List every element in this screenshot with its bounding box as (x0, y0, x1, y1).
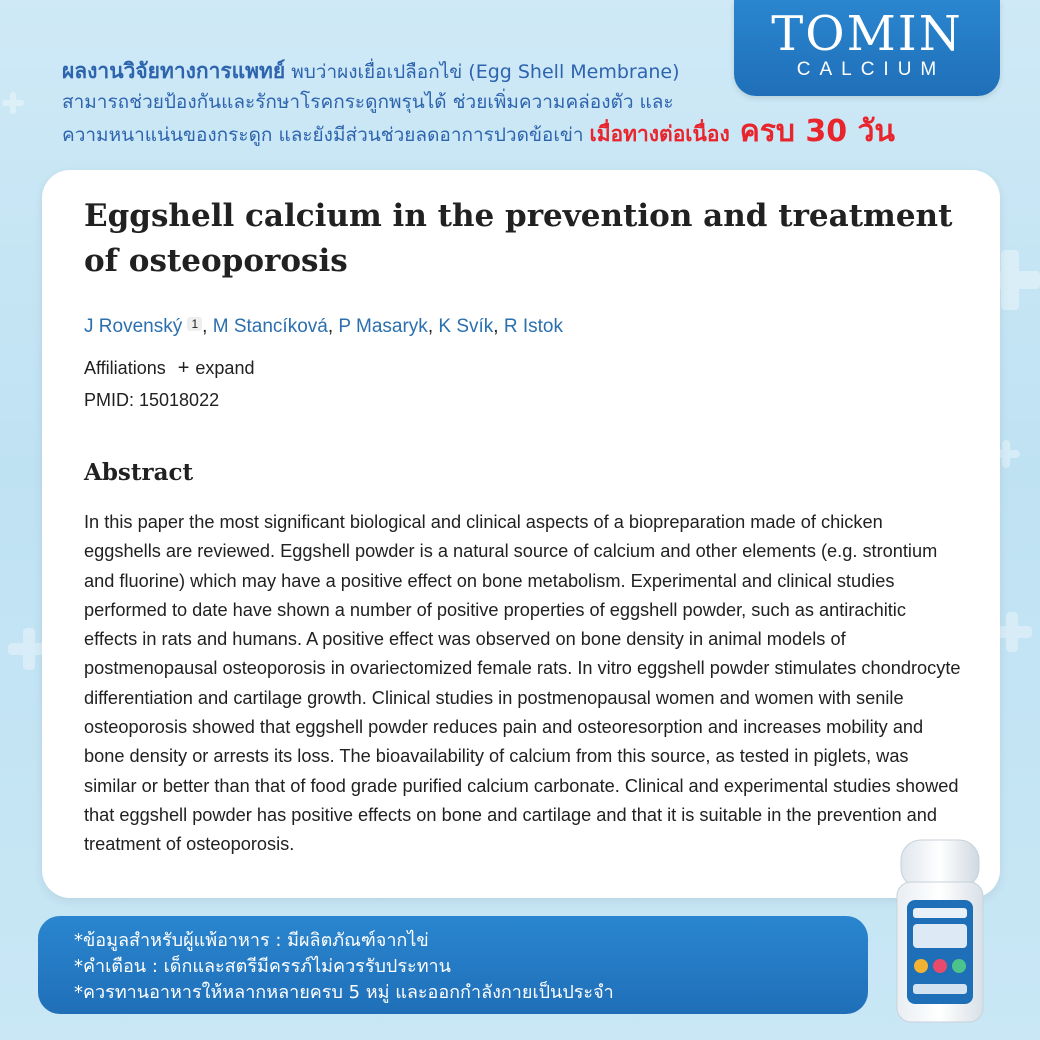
allergy-note: *ข้อมูลสำหรับผู้แพ้อาหาร : มีผลิตภัณฑ์จากไข่ (74, 930, 429, 951)
author-link[interactable]: R Istok (503, 316, 563, 337)
article-card (42, 170, 1000, 898)
medical-plus-icon (2, 92, 24, 114)
abstract-heading: Abstract (84, 459, 194, 486)
affiliations-row (84, 356, 956, 380)
author-link[interactable]: M Stancíková (212, 316, 328, 337)
abstract-text: In this paper the most significant biological and clinical aspects of a biopreparation made of chicken eggshells are reviewed. Eggshell powder is a natural source of calcium and other elements (e.g. strontium and fluorine) which may have a positive effect on bone metabolism. Experimental and clinical studies performed to date have shown a number of positive properties of eggshell powder, such as antirachitic effects in rats and humans. A positive effect was observed on bone density in animal models of postmenopausal osteoporosis in ovariectomized female rats. In vitro eggshell powder stimulates chondrocyte differentiation and cartilage growth. Clinical studies in postmenopausal women and women with senile osteoporosis showed that eggshell powder reduces pain and osteoresorption and increases mobility and bone density or arrests its loss. The bioavailability of calcium from this source, as tested in piglets, was similar or better than that of food grade purified calcium carbonate. Clinical and experimental studies showed that eggshell powder has positive effects on bone and cartilage and that it is suitable in the prevention and treatment of osteoporosis. (84, 512, 961, 855)
intro-line-3-text: ความหนาแน่นของกระดูก และยังมีส่วนช่วยลดอาการปวดข้อเข่า (62, 124, 590, 146)
brand-subtitle: CALCIUM (796, 59, 946, 80)
intro-line-1 (62, 56, 942, 87)
author-link[interactable]: J Rovenský (84, 316, 183, 337)
intro-highlight: เมื่อทางต่อเนื่อง (589, 122, 730, 146)
disclaimer-box (38, 916, 868, 1014)
nutrition-note: *ควรทานอาหารให้หลากหลายครบ 5 หมู่ และออกกำลังกายเป็นประจำ (74, 982, 614, 1003)
brand-name: TOMIN (771, 6, 963, 62)
pmid: PMID: 15018022 (84, 390, 220, 410)
intro-lead: ผลงานวิจัยทางการแพทย์ (62, 59, 286, 83)
intro-line-1-rest: พบว่าผงเยื่อเปลือกไข่ (Egg Shell Membrane) (285, 61, 680, 83)
affiliations-label: Affiliations (84, 358, 166, 378)
author-link[interactable]: P Masaryk (338, 316, 428, 337)
intro-line-2: สามารถช่วยป้องกันและรักษาโรคกระดูกพรุนได้ ช่วยเพิ่มความคล่องตัว และ (62, 91, 674, 113)
author-list: J Rovenský $^1$ , M Stancíková, P Masaryk, K Svík, R Istok (84, 316, 563, 337)
intro-line-3 (62, 114, 942, 150)
intro-headline (62, 56, 942, 150)
warning-note: *คำเตือน : เด็กและสตรีมีครรภ์ไม่ควรรับประทาน (74, 956, 451, 977)
product-bottle-image (893, 838, 987, 1024)
expand-button[interactable]: expand (195, 358, 255, 378)
article-title: Eggshell calcium in the prevention and treatment of osteoporosis (84, 198, 953, 279)
affiliation-ref[interactable]: 1 (187, 317, 202, 331)
plus-icon[interactable]: + (177, 357, 190, 379)
author-link[interactable]: K Svík (438, 316, 494, 337)
intro-highlight-duration: ครบ 30 วัน (739, 114, 895, 149)
